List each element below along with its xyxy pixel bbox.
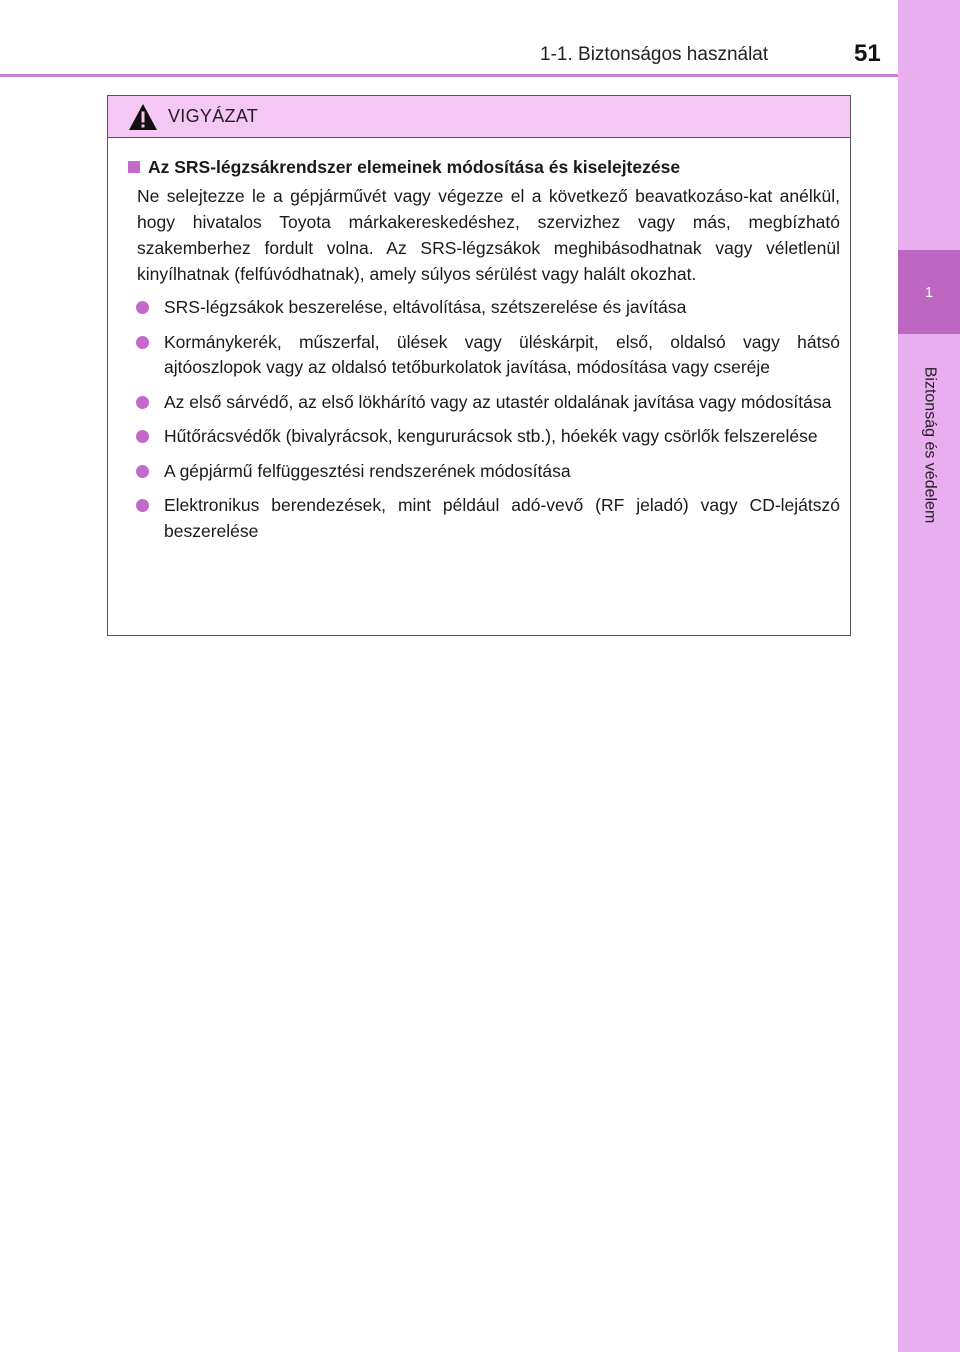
- list-item: [134, 424, 840, 450]
- list-item-text: Hűtőrácsvédők (bivalyrácsok, kengururácsok stb.), hóekék vagy csörlők felszerelése: [164, 426, 818, 446]
- list-item-text: SRS-légzsákok beszerelése, eltávolítása, szétszerelése és javítása: [164, 297, 687, 317]
- caution-header: [108, 96, 850, 138]
- chapter-number: 1: [924, 283, 934, 301]
- bullet-dot-icon: [136, 301, 149, 314]
- bullet-dot-icon: [136, 396, 149, 409]
- list-item: [134, 330, 840, 381]
- chapter-number-box: [898, 250, 960, 334]
- bullet-dot-icon: [136, 430, 149, 443]
- list-item-text: Elektronikus berendezések, mint például adó-vevő (RF jeladó) vagy CD-lejátszó beszerelése: [164, 495, 840, 541]
- list-item: [134, 459, 840, 485]
- list-item-text: Kormánykerék, műszerfal, ülések vagy üléskárpit, első, oldalsó vagy hátsó ajtóoszlopok vagy az oldalsó tetőburkolatok javítása, módosítása vagy cseréje: [164, 331, 840, 377]
- page-number: 51: [854, 40, 881, 67]
- section-heading-text: Az SRS-légzsákrendszer elemeinek módosítása és kiselejtezése: [148, 157, 681, 177]
- square-bullet-icon: [128, 161, 140, 173]
- chapter-side-tab: [898, 0, 960, 1352]
- chapter-label: Biztonság és védelem: [921, 366, 938, 524]
- list-item: [134, 493, 840, 544]
- bullet-dot-icon: [136, 465, 149, 478]
- section-heading: [128, 156, 840, 178]
- list-item: [134, 295, 840, 321]
- warning-triangle-icon: [128, 103, 158, 131]
- caution-title: VIGYÁZAT: [168, 106, 259, 126]
- bullet-dot-icon: [136, 499, 149, 512]
- section-header-title: 1-1. Biztonságos használat: [540, 44, 769, 65]
- caution-box: [107, 95, 851, 636]
- bullet-dot-icon: [136, 336, 149, 349]
- warning-paragraph: Ne selejtezze le a gépjárművét vagy végezze el a következő beavatkozáso-kat anélkül, hogy hivatalos Toyota márkakereskedéshez, szervizhez vagy más, megbízható szakemberhez fordult volna. Az SRS-légzsákok meghibásodhatnak vagy véletlenül kinyílhatnak (felfúvódhatnak), amely súlyos sérülést vagy halált okozhat.: [137, 186, 840, 284]
- header-divider: [0, 74, 898, 77]
- list-item: [134, 390, 840, 416]
- list-item-text: A gépjármű felfüggesztési rendszerének módosítása: [164, 460, 571, 481]
- list-item-text: Az első sárvédő, az első lökhárító vagy az utastér oldalának javítása vagy módosítása: [164, 391, 832, 412]
- bullet-list: [120, 295, 840, 544]
- chapter-label-container: [898, 340, 960, 550]
- caution-content: [108, 138, 850, 544]
